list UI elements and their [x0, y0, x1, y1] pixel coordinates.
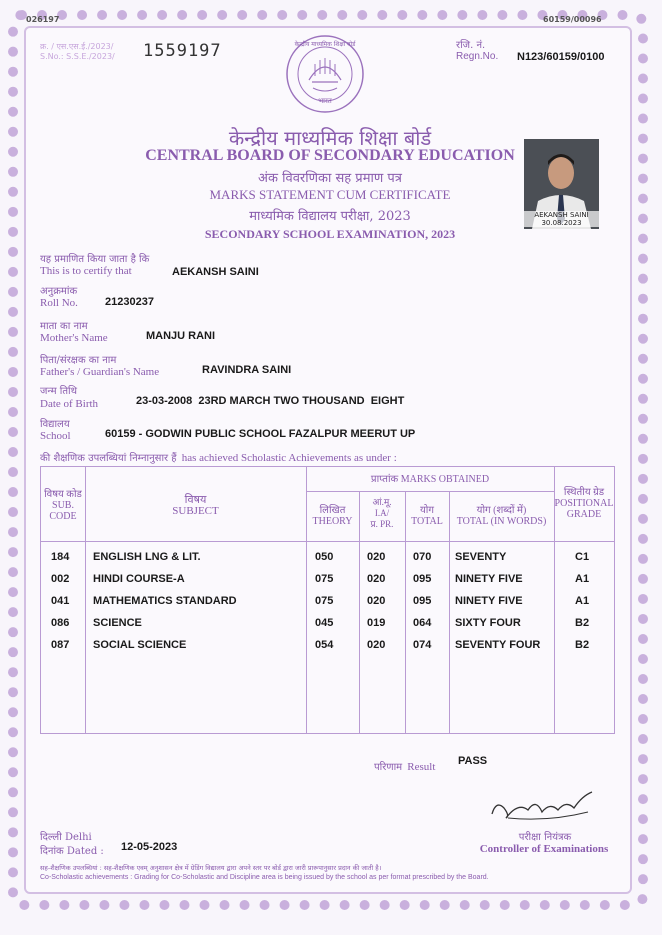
cert-title-english: MARKS STATEMENT CUM CERTIFICATE	[209, 187, 451, 202]
roll-label-hindi: अनुक्रमांक	[40, 286, 78, 297]
exam-english: SECONDARY SCHOOL EXAMINATION, 2023	[204, 227, 456, 241]
row-2-code: 002	[51, 573, 70, 585]
row-3-total: 095	[413, 595, 432, 607]
row-3-subject: MATHEMATICS STANDARD	[93, 595, 237, 607]
roll-number: 21230237	[105, 296, 154, 308]
header-sub-code: विषय कोड SUB. CODE	[44, 489, 82, 522]
row-5-words: SEVENTY FOUR	[455, 639, 541, 651]
seal-bottom-text: भारत	[318, 97, 332, 105]
row-1-ia: 020	[367, 551, 386, 563]
row-1-code: 184	[51, 551, 70, 563]
seal-text: केन्द्रीय माध्यमिक शिक्षा बोर्ड	[294, 41, 356, 48]
row-4-code: 086	[51, 617, 70, 629]
father-label-english: Father's / Guardian's Name	[40, 366, 160, 378]
controller-title-hindi: परीक्षा नियंत्रक	[518, 832, 572, 843]
row-5-theory: 054	[315, 639, 334, 651]
top-left-code: 026197	[26, 15, 60, 24]
issue-date: 12-05-2023	[121, 841, 178, 853]
row-4-theory: 045	[315, 617, 334, 629]
roll-label-english: Roll No.	[40, 297, 78, 309]
mother-name: MANJU RANI	[146, 330, 216, 342]
row-1-subject: ENGLISH LNG & LIT.	[93, 551, 201, 563]
row-4-ia: 019	[367, 617, 386, 629]
dob-label-hindi: जन्म तिथि	[40, 386, 78, 397]
row-4-words: SIXTY FOUR	[455, 617, 521, 629]
row-2-subject: HINDI COURSE-A	[93, 573, 185, 585]
cert-title-hindi: अंक विवरणिका सह प्रमाण पत्र	[258, 171, 402, 186]
exam-hindi: माध्यमिक विद्यालय परीक्षा, 2023	[249, 209, 411, 224]
board-name-english: CENTRAL BOARD OF SECONDARY EDUCATION	[145, 147, 515, 164]
school-name: 60159 - GODWIN PUBLIC SCHOOL FAZALPUR MEERUT UP	[105, 428, 416, 440]
row-1-total: 070	[413, 551, 432, 563]
header-total-in-words: योग (शब्दों में) TOTAL (IN WORDS)	[456, 505, 547, 527]
row-2-grade: A1	[575, 573, 590, 585]
dated-label: दिनांक Dated :	[40, 846, 104, 857]
row-2-theory: 075	[315, 573, 334, 585]
row-1-grade: C1	[575, 551, 590, 563]
row-3-theory: 075	[315, 595, 334, 607]
co-scholastic-note-hindi: सह-शैक्षणिक उपलब्धियां : सह-शैक्षणिक एवम् अनुशासन क्षेत्र में ग्रेडिंग विद्यालय द्वारा अपने स्तर पर बोर्ड द्वारा जारी प्रारूपानुसार प्रदान की जाती है।	[40, 864, 382, 872]
co-scholastic-note-english: Co-Scholastic achievements : Grading for Co-Scholastic and Discipline area is being issued by the school as per format prescribed by the Board.	[40, 874, 489, 881]
father-label-hindi: पिता/संरक्षक का नाम	[40, 355, 117, 366]
controller-title-english: Controller of Examinations	[479, 843, 609, 855]
row-3-words: NINETY FIVE	[455, 595, 523, 607]
row-2-words: NINETY FIVE	[455, 573, 523, 585]
board-name-hindi: केन्द्रीय माध्यमिक शिक्षा बोर्ड	[228, 126, 432, 150]
row-1-words: SEVENTY	[455, 551, 507, 563]
row-4-total: 064	[413, 617, 432, 629]
father-name: RAVINDRA SAINI	[202, 364, 292, 376]
certify-label-hindi: यह प्रमाणित किया जाता है कि	[40, 254, 150, 265]
mother-label-hindi: माता का नाम	[40, 321, 88, 332]
student-name: AEKANSH SAINI	[172, 266, 259, 278]
row-5-code: 087	[51, 639, 70, 651]
achievement-statement: की शैक्षणिक उपलब्धियां निम्नानुसार हैं has achieved Scholastic Achievements as under :	[40, 452, 397, 464]
photo-caption: AEKANSH SAINI 30.08.2023	[524, 211, 599, 227]
row-1-theory: 050	[315, 551, 334, 563]
row-2-total: 095	[413, 573, 432, 585]
row-3-grade: A1	[575, 595, 590, 607]
row-5-ia: 020	[367, 639, 386, 651]
result-line: परिणाम Result	[374, 761, 436, 773]
row-3-ia: 020	[367, 595, 386, 607]
school-label-hindi: विद्यालय	[40, 419, 70, 430]
mother-label-english: Mother's Name	[40, 332, 108, 344]
row-3-code: 041	[51, 595, 70, 607]
regn-number: N123/60159/0100	[517, 51, 605, 63]
header-subject: विषय SUBJECT	[172, 494, 219, 517]
dob-label-english: Date of Birth	[40, 398, 99, 410]
marks-table	[40, 466, 615, 734]
regn-label: रजि. नं. Regn.No.	[456, 40, 499, 62]
top-right-code: 60159/00096	[543, 15, 602, 24]
row-2-ia: 020	[367, 573, 386, 585]
header-internal-assessment: आं.मू. I.A/ प्र. PR.	[370, 497, 394, 529]
row-4-subject: SCIENCE	[93, 617, 142, 629]
row-5-subject: SOCIAL SCIENCE	[93, 639, 187, 651]
header-positional-grade: स्थितीय ग्रेड POSITIONAL GRADE	[554, 487, 614, 520]
certify-label-english: This is to certify that	[40, 265, 132, 277]
header-theory: लिखित THEORY	[312, 505, 353, 527]
controller-signature	[488, 788, 598, 824]
serial-label: क्र. / एस.एस.ई./2023/ S.No.: S.S.E./2023/	[40, 42, 115, 61]
school-label-english: School	[40, 430, 71, 442]
date-of-birth: 23-03-2008 23RD MARCH TWO THOUSAND EIGHT	[136, 395, 405, 407]
serial-number: 1559197	[143, 41, 222, 61]
row-5-grade: B2	[575, 639, 590, 651]
place-label: दिल्ली Delhi	[40, 832, 92, 843]
header-marks-obtained: प्राप्तांक MARKS OBTAINED	[370, 474, 490, 485]
header-total: योग TOTAL	[411, 505, 443, 527]
row-5-total: 074	[413, 639, 432, 651]
result-value: PASS	[458, 755, 488, 767]
row-4-grade: B2	[575, 617, 590, 629]
